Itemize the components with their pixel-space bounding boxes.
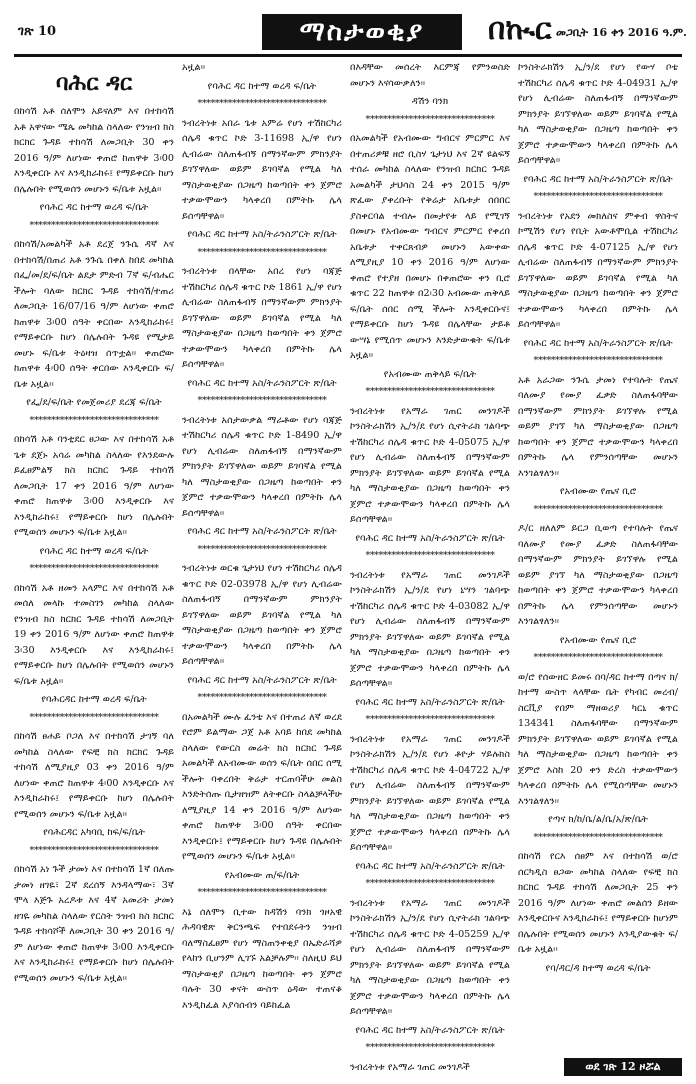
column-1	[14, 60, 174, 1060]
announcement-text: ወ/ሮ የሰውዘር ይመሩ በባ/ዳር ከተማ በጣና ክ/ከተማ ውስጥ ላላቸው ቤት የካብር መረብ/ስርቪያ የበም ማዘወሪያ ካርኒ ቁጥር 134341 ስለጠፋባቸው በማንኛውም ምክንያት ይገኘዋለው ወይም ይገባኛል የሚል ካለ ማስታወቂያው በጋዜጣ ከወጣበት ቀን ጀምሮ እስከ 20 ቀን ድረስ ተቃውሞውን ካላቀረበ በምትኩ ሌላ የሚሰጣቸው መሆኑን እንገልፃለን፡፡	[518, 671, 678, 807]
announcement-text: ንብረትነቱ አበራ ጌቱ አምሬ የሆነ ተሽከርካሪ ሰሌዳ ቁጥር ኮድ 3-11698 ኢ/ዋ የሆነ ሊብሬው ስለጠፋብኝ በማንኛውም ምክንያት ይገኘዋለው ወይም ይገባኛል የሚል ካለ ማስታወቂያው በጋዜጣ ከወጣበት ቀን ጀምሮ ተቃውሞውን ካላቀረበ በምትኩ ሌላ ይሰጣቸዋል፡፡	[182, 117, 342, 222]
announcement-text: ንብረትነቱ የአማራ ገጠር መንገዶች ኮንስትራክሽን ኢ/ን/ደ የሆነ ሲኖትራክ ገልባጭ ተሽከርካሪ ሰሌዳ ቁጥር ኮድ 4-05075 ኢ/ዋ የሆነ ሊብሬው ስለጠፋብኝ በማንኛውም ምክንያት ይገኘዋለው ወይም ይገባኛል የሚል ካለ ማስታወቂያው በጋዜጣ ከወጣበት ቀን ጀምሮ ተቃውሞውን ካላቀረበ በምትኩ ሌላ ይሰጣቸዋል፡፡	[350, 405, 510, 525]
issue-date: መጋቢት 16 ቀን 2016 ዓ.ም.	[556, 26, 687, 39]
issuer-signature: የባሕር ዳር ከተማ አስ/ትራንስፖርት ጽ/ቤት	[523, 173, 673, 185]
asterisk-separator: ******************************	[197, 543, 327, 555]
announcement-text: በአመልካች የአብሙው ግብርና ምርምር እና በተጠሪዎቹ ዘሮ ቢስሃ ጌታነህ እና 2ኛ ዩልፍኝ ተሰራ መካከል ስላለው የንዝብ ክርክር ጉዳይ አመልካች ታህሳስ 24 ቀን 2015 ዓ/ም ጽፈው ያቀረቡት የቅሬታ አቤቱታ ሰበበር ያስቀርባል ተብሎ በመታየቱ ላይ የሚገኝ በመሆኑ የአብሙው ግብርና ምርምር የቀረበ አቤቱታ ተቀርጸብዎ መሆኑን አውቀው ለሚያዚያ 10 ቀን 2016 ዓ/ም ለሆነው ቀጠሮ የተያዘ በመሆኑ በቀጠሮው ቀን ቢሮ ቁጥር 22 ከጠዋቱ በ2፡30 አብሙው ጠቅላይ ፍ/ቤት ሰበር ሰሚ ችሎት እንዲቀርቡና፤ የማይቀርቡ ከሆነ ጉዳዩ በሌላቸው ታይቶ ውሣኔ የሚሰጥ መሆኑን እንድታውቁት ፍ/ቤቱ አዟል፡፡	[350, 133, 510, 361]
continuation-note: ወደ ገጽ 12 ዞሯል	[564, 1058, 682, 1076]
announcement-text: ንብረትነቱ የአማራ ገጠር መንገዶች ኮንስትራክሽን ኢ/ን/ደ የሆነ ኒሣን ገልባጭ ተሽከርካሪ ሰሌዳ ቁጥር ኮድ 4-03082 ኢ/ዋ የሆነ ሊብሬው ስለጠፋብኝ በማንኛውም ምክንያት ይገኘዋለው ወይም ይገባኛል የሚል ካለ ማስታወቂያው በጋዜጣ ከወጣበት ቀን ጀምሮ ተቃውሞውን ካላቀረበ በምትኩ ሌላ ይሰጣቸዋል፡፡	[350, 569, 510, 689]
announcement-text: ንብረትነቱ የአደን መክለስና ምቀብ ዋስትና ኮሚሽን የሆነ የቢት አውቶሞቢል ተሽከርካሪ ሰሌዳ ቁጥር ኮድ 4-07125 ኢ/ዋ የሆነ ሊብሬው ስለጠፋብኝ በማንኛውም ምክንያት ይገኘዋለው ወይም ይገባኛል የሚል ካለ ማስታወቂያው በጋዜጣ ከወጣበት ቀን ጀምሮ ተቃውሞውን ካላቀረበ በምትኩ ሌላ ይሰጣቸዋል፡፡	[518, 210, 678, 330]
newspaper-name: በኲር	[488, 12, 552, 47]
issuer-signature: የባሕር ዳር ከተማ አስ/ትራንስፖርት ጽ/ቤት	[355, 860, 505, 872]
asterisk-separator: ******************************	[365, 878, 495, 889]
announcement-text: ንብረትነቱ የአማራ ገጠር መንገዶች ኮንስትራክሽን ኢ/ን/ደ የሆነ ሲኖትራክ ገልባጭ ተሽከርካሪ ሰሌዳ ቁጥር ኮድ 4-05259 ኢ/ዋ የሆነ ሊብሬው ስለጠፋብኝ በማንኛውም ምክንያት ይገኘዋለው ወይም ይገባኛል የሚል ካለ ማስታወቂያው በጋዜጣ ከወጣበት ቀን ጀምሮ ተቃውሞውን ካላቀረበ በምትኩ ሌላ ይሰጣቸዋል፡፡	[350, 897, 510, 1017]
issuer-signature: የባሕር ዳር ከተማ አስ/ትራንስፖርት ጽ/ቤት	[355, 532, 505, 544]
asterisk-separator: ******************************	[29, 219, 159, 231]
issuer-signature: የአብሙው የጤና ቢሮ	[559, 634, 637, 646]
asterisk-separator: ******************************	[29, 414, 159, 426]
asterisk-separator: ******************************	[29, 711, 159, 723]
asterisk-separator: ******************************	[197, 692, 327, 703]
announcement-text: በከሳሽ አቶ ዘመን አላምር እና በተከሳሽ አቶ መሰለ መላኩ ተመስገን መካከል ስላለው የንዝብ ክስ ክርክር ጉዳይ ተከሳሽ ለመጋቢት 19 ቀን 2016 ዓ/ም ለሆነው ቀጠሮ ከጠዋቱ 3፡30 እንዲቀርቡ እና እንዲከራከሩ፤ የማይቀርቡ ከሆነ በሌሉበት የሚወሰን መሆኑን ፍ/ቤቱ አዟል፡፡	[14, 582, 174, 687]
asterisk-separator: ******************************	[533, 831, 663, 843]
asterisk-separator: ******************************	[197, 887, 327, 898]
announcement-text: በከሳሽ አቶ ባንቲደር ፀጋው እና በተከሳሽ አቶ ጌቱ ደጀኑ አሳሬ መካከል ስላለው የእንደውሉ ይፈፀምልኝ ክስ ክርክር ጉዳይ ተከሳሽ ለመጋቢት 17 ቀን 2016 ዓ/ም ለሆነው ቀጠሮ ከጠዋቱ 3፡00 እንዲቀርቡ እና እንዲከራከሩ፤ የማይቀርቡ ከሆነ በሌሉበት የሚወሰን መሆኑን ፍ/ቤቱ አዟል፡፡	[14, 434, 174, 538]
asterisk-separator: ******************************	[365, 714, 495, 725]
asterisk-separator: ******************************	[197, 395, 327, 406]
issuer-signature: የባሕር ዳር ከተማ አስ/ትራንስፖርት ጽ/ቤት	[523, 337, 673, 349]
announcement-text: በከሳሽ አቶ ሰለሞን አይናለም እና በተከሳሽ አቶ አዋናው ሜጴ መካከል ስላለው የንዝብ ክስ ክርክር ጉዳይ ተከሳሽ ለመጋቢት 30 ቀን 2016 ዓ/ም ለሆነው ቀጠሮ ከጠዋቱ 3፡00 እንዲቀርቡ እና እንዲከራከሩ፤ የማይቀርቡ ከሆነ በሌሉበት የሚወሰን መሆኑን ፍ/ቤቱ አዟል፡፡	[14, 106, 174, 195]
announcement-text: በከሳሽ አነ ጉች ታመነ እና በተከሳሽ 1ኛ በለጡ ታመነ ዘገዬ፣ 2ኛ ደረሰኝ እንዳላማው፣ 3ኛ ሞላ እጅጉ አረዶቱ እና 4ኛ አመሪት ታመነ ዘገዬ መካከል ስላለው የርስት ንዝብ ክስ ክርክር ጉዳይ ተከሳሾች ለመጋቢት 30 ቀን 2016 ዓ/ም ለሆነው ቀጠሮ ከጠዋቱ 3፡00 እንዲቀርቡ እና እንዲከራከሩ፤ የማይቀርቡ ከሆነ በሌሉበት የሚወሰን መሆኑን ፍ/ቤቱ አዟል፡፡	[14, 864, 174, 984]
announcement-text: እኔ ሰለሞን ቢተው ከዳሽን ባንክ ጎዞአዊ ሕዳባዊጽ ቅርንጫፍ የተበደሩትን ንዝብ ባለማስፈፀም የሆነ ማስጠንቀቂያ በኤድራሻዎ የላከን ቢሆንም ሊገኙ አልቻሉም፡፡ ስለዚህ ይህ ማስታወቂያ በጋዜጣ ከወጣበት ቀን ጀምሮ ባሉት 30 ቀናት ውስጥ ዕዳው ተጠናቆ እንዲከፈል እያሳሰብን ባይከፈል	[182, 906, 342, 1011]
page-header	[0, 0, 696, 58]
announcement-text: ንብረትነቱ በላቸው አበረ የሆነ ባጃጅ ተሽከርካሪ ሰሌዳ ቁጥር ኮድ 1861 ኢ/ዋ የሆነ ሊብሬው ስለጠፋብኝ በማንኛውም ምክንያት ይገኘዋለው ወይም ይገባኛል የሚል ካለ ማስታወቂያው በጋዜጣ ከወጣበት ቀን ጀምሮ ተቃውሞውን ካላቀረበ በምትኩ ሌላ ይሰጣቸዋል፡፡	[182, 266, 342, 370]
asterisk-separator: ******************************	[533, 503, 663, 515]
asterisk-separator: ******************************	[365, 550, 495, 561]
column-2	[182, 60, 342, 1060]
issuer-signature: የባ/ዳር/ዳ ከተማ ወረዳ ፍ/ቤት	[545, 962, 651, 974]
issuer-signature: የባሕርዳር ከተማ ወረዳ ፍ/ቤት	[41, 694, 147, 705]
column-4	[518, 60, 678, 1060]
announcement-text: ንብረትነቱ የአማራ ገጠር መንገዶች	[350, 1061, 470, 1073]
issuer-signature: የአብሙው የጤና ቢሮ	[559, 486, 637, 497]
asterisk-separator: ******************************	[365, 1042, 495, 1053]
column-title: ባሕር ዳር	[55, 70, 133, 96]
asterisk-separator: ******************************	[365, 113, 495, 125]
announcement-text: አቶ አራጋው ንጉሴ ታመነ የተባሉት የጤና ባለሙያ የሙያ ፈቃድ ስለጠፋባቸው በማንኛውም ምክንያት ይገኘዋሉ የሚል ወይም ያገኘ ካለ ማስታወቂያው በጋዜጣ ከወጣበት ቀን ጀምሮ ተቃውሞውን ካላቀረበ በምትኩ ሌላ የምንሰጣቸው መሆኑን እንገልፃለን፡፡	[518, 374, 678, 479]
column-3	[350, 60, 510, 1073]
issuer-signature: የአብሙው ጠቅላይ ፍ/ቤት	[383, 368, 477, 380]
asterisk-separator: ******************************	[197, 98, 327, 109]
issuer-signature: የባሕር ዳር ከተማ ወረዳ ፍ/ቤት	[207, 80, 317, 92]
announcement-text: በአመልካች ሙሉ ፈንቴ እና በተጠሪ ለኛ ወረደ የሮም ይልማው ጋጀ አቶ አባይ ከበደ መካከል ስላለው የውርስ መሬት ክስ ክርክር ጉዳይ አመልካች ለአብሙው ወሰን ፍ/ቤት ሰበር ሰሚ ችሎት ባቀረበት ቅሬታ ተርጠባችሁ መልስ እንድትሰጡ ቢታዘዝም ለትቀርቡ ስላልቻላችሁ ለሚያዚያ 14 ቀን 2016 ዓ/ም ለሆነው ቀጠሮ ከጠዋቱ 3፡00 ሰዓት ቀርበው እንዲቀርቡ፤ የማይቀርቡ ከሆነ ጉዳዩ በሌሉበት የሚወሰን መሆኑን ፍ/ቤቱ አዟል፡፡	[182, 711, 342, 862]
asterisk-separator: ******************************	[365, 386, 495, 397]
asterisk-separator: ******************************	[29, 563, 159, 574]
issuer-signature: የባሕር ዳር ከተማ አስ/ትራንስፖርት ጽ/ቤት	[187, 229, 337, 240]
page-number: ገጽ 10	[18, 24, 57, 39]
issuer-signature: የባሕር ዳር ከተማ አስ/ትራንስፖርት ጽ/ቤት	[187, 526, 337, 537]
announcement-text: ንብረትነቱ ወርቁ ጌታነህ የሆነ ተሽከርካሪ ሰሌዳ ቁጥር ኮድ 02-03978 ኢ/ዋ የሆነ ሊብሬው ስለጠፋብኝ በማንኛውም ምክንያት ይገኘዋለው ወይም ይገባኛል የሚል ካለ ማስታወቂያው በጋዜጣ ከወጣበት ቀን ጀምሮ ተቃውሞውን ካላቀረበ በምትኩ ሌላ ይሰጣቸዋል፡፡	[182, 563, 342, 667]
issuer-signature: የጣና ክ/ከ/ቤ/ል/ቤ/አ/ጽ/ቤት	[548, 814, 648, 825]
issuer-signature: የባሕር ዳር ከተማ አስ/ትራንስፖርት ጽ/ቤት	[355, 1024, 505, 1036]
header-rule	[14, 54, 682, 57]
announcement-text: በከሳሽ ፀሐይ ቦጋለ እና በተከሳሽ ታገኝ ባለ መካከል ስላለው የፍቺ ክስ ክርክር ጉዳይ ተከሳሽ ለሚያዚያ 03 ቀን 2016 ዓ/ም ለሆነው ቀጠሮ ከጠዋቱ 4፡00 እንዲቀርቡ እና እንዲከራከሩ፤ የማይቀርቡ ከሆነ በሌሉበት የሚወሰን መሆኑን ፍ/ቤቱ አዟል፡፡	[14, 731, 174, 820]
asterisk-separator: ******************************	[533, 355, 663, 366]
section-banner: ማስታወቂያ	[262, 14, 462, 50]
announcement-text: በከሳሽ/አመልካች አቶ ደረጀ ንጉሴ ዳኛ እና በተከሳሽ/በጠሪ አቶ ንጉሴ በቀለ ከበደ መካከል በፌ/መ/ደ/ፍ/ቤት ልደታ ምድብ 7ኛ ፍ/ብሔር ችሎት ባለው ክርክር ጉዳይ ተከሳሽ/ተጠሪ ለመጋቢት 16/07/16 ዓ/ም ለሆነው ቀጠሮ ከጠዋቱ 3፡00 ሰዓት ቀርበው እንዲከራከሩ፤ የማይቀርቡ ከሆነ በሌሉበት ጉዳዩ የሚታይ መሆኑ ፍ/ቤቱ ትዕዛዝ ሰጥቷል፡፡ ቀጠሮው ከጠዋቱ 4፡00 ሰዓት ቀርበው እንዲቀርቡ ፍ/ቤቱ አዟል፡፡	[14, 239, 174, 390]
announcement-text: ንብረትነቱ የአማራ ገጠር መንገዶች ኮንስትራክሽን ኢ/ን/ደ የሆነ ቶዮታ ሃይሉክስ ተሽከርካሪ ሰሌዳ ቁጥር ኮድ 4-04722 ኢ/ዋ የሆነ ሊብሬው ስለጠፋብኝ በማንኛውም ምክንያት ይገኘዋለው ወይም ይገባኛል የሚል ካለ ማስታወቂያው በጋዜጣ ከወጣበት ቀን ጀምሮ ተቃውሞውን ካላቀረበ በምትኩ ሌላ ይሰጣቸዋል፡፡	[350, 733, 510, 853]
announcement-text: በእዳቸው መሰረት እርምጃ የምንወስድ መሆኑን እናሳውቃለን፡፡	[350, 62, 510, 89]
announcement-text: አዟል፡፡	[182, 62, 206, 73]
asterisk-separator: ******************************	[197, 246, 327, 258]
issuer-signature: የባሕር ዳር ከተማ አስ/ትራንስፖርት ጽ/ቤት	[355, 696, 505, 708]
issuer-signature: የባሕር ዳር ከተማ አስ/ትራንስፖርት ጽ/ቤት	[187, 377, 337, 389]
announcement-text: ዶ/ር ዘለለም ይርጋ ቢወጣ የተባሉት የጤና ባለሙያ የሙያ ፈቃድ ስለጠፋባቸው በማንኛውም ምክንያት ይገኘዋሉ የሚል ወይም ያገኘ ካለ ማስታወቂያው በጋዜጣ ከወጣበት ቀን ጀምሮ ተቃውሞውን ካላቀረበ በምትኩ ሌላ የምንሰጣቸው መሆኑን እንገልፃለን፡፡	[518, 523, 678, 627]
issuer-signature: የባሕርዳር አካባቢ ከፍ/ፍ/ቤት	[43, 827, 145, 838]
asterisk-separator: ******************************	[533, 652, 663, 663]
issuer-signature: የባሕር ዳር ከተማ አስ/ትራንስፖርት ጽ/ቤት	[187, 674, 337, 686]
announcement-text: ኮንስትራክሽን ኢ/ን/ደ የሆነ የውሃ ቦቴ ተሽከርካሪ ሰሌዳ ቁጥር ኮድ 4-04931 ኢ/ዋ የሆነ ሊብሬው ስለጠፋብኝ በማንኛውም ምክንያት ይገኘዋለው ወይም ይገባኛል የሚል ካለ ማስታወቂያው በጋዜጣ ከወጣበት ቀን ጀምሮ ተቃውሞውን ካላቀረበ በምትኩ ሌላ ይሰጣቸዋል፡፡	[518, 62, 678, 166]
issuer-signature: የባሕር ዳር ከተማ ወረዳ ፍ/ቤት	[39, 545, 149, 557]
announcement-text: በከሳሽ የርእ ሰፀም እና በተከሳሽ ወ/ሮ ሰርካዲስ ፀጋው መካከል ስላለው የፍቺ ክስ ክርክር ጉዳይ ተከሳሽ ለመጋቢት 25 ቀን 2016 ዓ/ም ለሆነው ቀጠሮ መልሰን ይዘው እንዲቀርቡና እንዲከራከሩ፤ የማይቀርቡ ከሆነም በሌሉበት የሚወሰን መሆኑን እንዲያውቁት ፍ/ቤቱ አዟል፡፡	[518, 851, 678, 955]
issuer-signature: የፌ/ደ/ፍ/ቤት የመጀመሪያ ደረጃ ፍ/ቤት	[26, 397, 162, 408]
issuer-signature: ዳሽን ባንክ	[411, 96, 449, 107]
asterisk-separator: ******************************	[29, 844, 159, 856]
announcement-text: ንብረትነቱ አሰታውቃል ማራቶው የሆነ ባጃጅ ተሽከርካሪ ሰሌዳ ቁጥር ኮድ 1-8490 ኢ/ዋ የሆነ ሊብሬው ስለጠፋብኝ በማንኛውም ምክንያት ይገኘዋለው ወይም ይገባኛል የሚል ካለ ማስታወቂያው በጋዜጣ ከወጣበት ቀን ጀምሮ ተቃውሞውን ካላቀረበ በምትኩ ሌላ ይሰጣቸዋል፡፡	[182, 414, 342, 519]
issuer-signature: የባሕር ዳር ከተማ ወረዳ ፍ/ቤት	[39, 202, 149, 213]
asterisk-separator: ******************************	[533, 191, 663, 202]
issuer-signature: የአብሙው ጠ/ፍ/ቤት	[224, 869, 300, 881]
